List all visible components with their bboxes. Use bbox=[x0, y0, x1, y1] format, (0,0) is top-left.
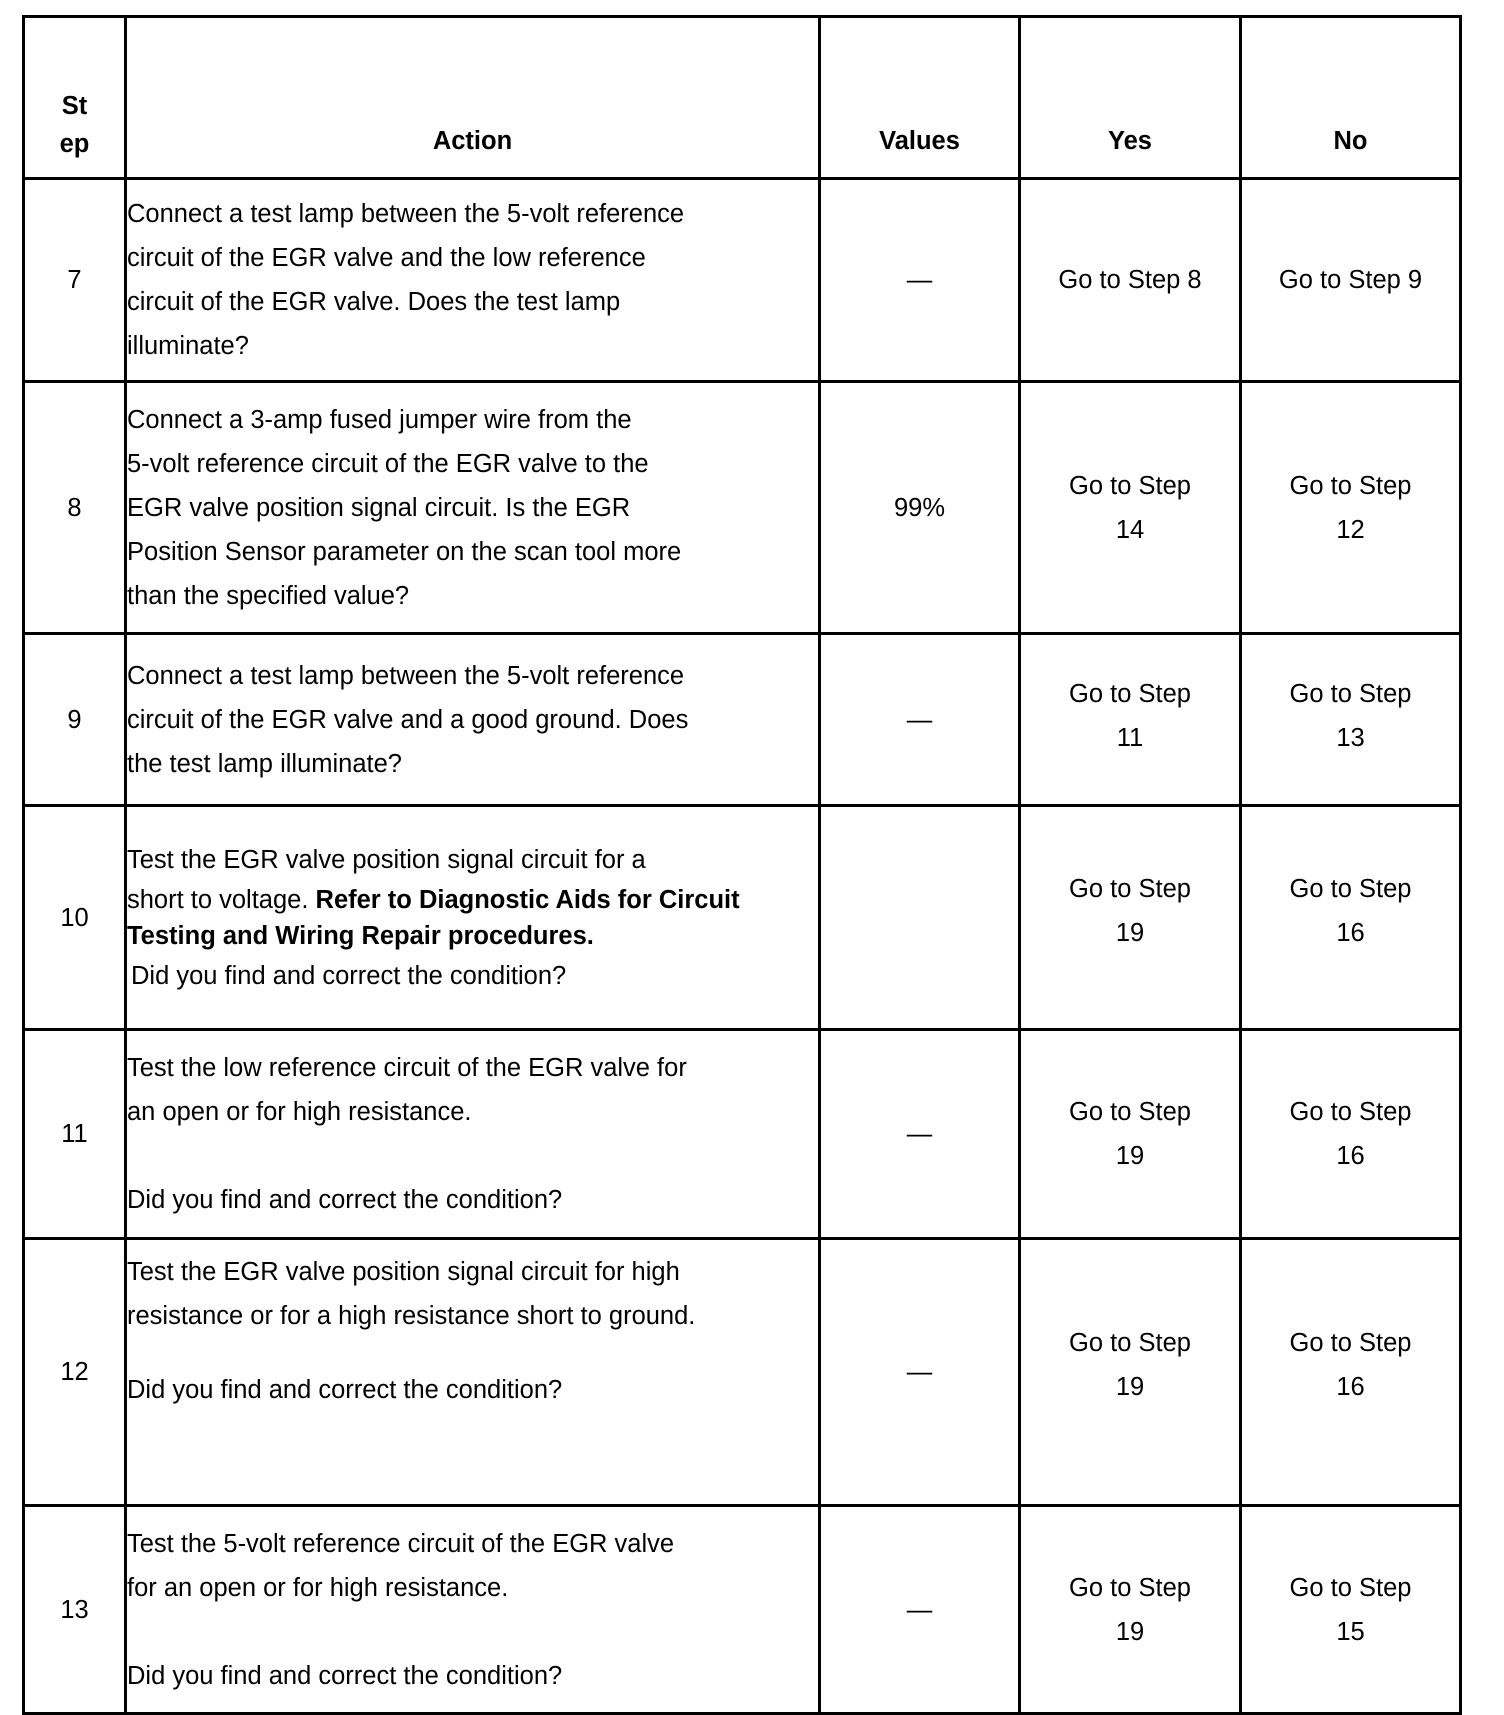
action-cell bbox=[126, 1506, 820, 1714]
step-number: 12 bbox=[24, 1239, 126, 1506]
value-cell bbox=[820, 806, 1020, 1030]
yes-cell bbox=[1020, 1030, 1241, 1239]
value-cell: — bbox=[820, 179, 1020, 382]
action-line: Did you find and correct the condition? bbox=[131, 961, 567, 990]
action-line: resistance or for a high resistance short to ground. bbox=[127, 1302, 696, 1330]
action-line: the test lamp illuminate? bbox=[127, 749, 402, 778]
action-line: for an open or for high resistance. bbox=[127, 1573, 509, 1602]
no-cell bbox=[1241, 1030, 1461, 1239]
yes-step: 14 bbox=[1115, 515, 1145, 544]
header-step-line2: ep bbox=[59, 130, 90, 158]
action-line bbox=[127, 882, 818, 918]
action-line: Connect a 3-amp fused jumper wire from the bbox=[127, 405, 632, 434]
table-row bbox=[24, 806, 1461, 1030]
no-step: 12 bbox=[1336, 515, 1365, 544]
header-step bbox=[24, 17, 126, 179]
no-label: Go to Step bbox=[1289, 1573, 1412, 1602]
spacer bbox=[127, 1610, 818, 1654]
step-number: 9 bbox=[24, 634, 126, 806]
yes-label: Go to Step bbox=[1069, 1098, 1191, 1126]
yes-step: 19 bbox=[1115, 1373, 1145, 1401]
value-cell: — bbox=[820, 1506, 1020, 1714]
yes-cell bbox=[1020, 1506, 1241, 1714]
step-number: 7 bbox=[24, 179, 126, 382]
action-line: Did you find and correct the condition? bbox=[127, 1661, 563, 1690]
action-line: circuit of the EGR valve and the low reference bbox=[127, 244, 646, 272]
action-cell bbox=[126, 1030, 820, 1239]
yes-label: Go to Step bbox=[1069, 471, 1191, 500]
no-label: Go to Step bbox=[1289, 1329, 1412, 1357]
table-row bbox=[24, 179, 1461, 382]
action-line: circuit of the EGR valve. Does the test lamp bbox=[127, 288, 621, 316]
action-line: Position Sensor parameter on the scan tool more bbox=[127, 537, 682, 566]
action-cell bbox=[126, 179, 820, 382]
value-cell: — bbox=[820, 1030, 1020, 1239]
action-cell bbox=[126, 806, 820, 1030]
table-row bbox=[24, 382, 1461, 634]
yes-label: Go to Step bbox=[1069, 679, 1191, 708]
yes-cell bbox=[1020, 634, 1241, 806]
step-number: 8 bbox=[24, 382, 126, 634]
action-line: Test the EGR valve position signal circuit for a bbox=[127, 845, 646, 874]
no-step: 16 bbox=[1336, 918, 1365, 947]
no-step: 16 bbox=[1336, 1373, 1365, 1401]
yes-cell bbox=[1020, 806, 1241, 1030]
action-line: illuminate? bbox=[127, 332, 249, 360]
action-line: Testing and Wiring Repair procedures. bbox=[127, 921, 594, 950]
diagnostic-table bbox=[22, 15, 1462, 1715]
spacer bbox=[127, 1134, 818, 1178]
no-step: 13 bbox=[1336, 723, 1365, 752]
action-line: EGR valve position signal circuit. Is the EGR bbox=[127, 493, 631, 522]
action-line: Did you find and correct the condition? bbox=[127, 1376, 563, 1404]
table-row bbox=[24, 634, 1461, 806]
action-line: Connect a test lamp between the 5-volt reference bbox=[127, 200, 685, 228]
yes-cell: Go to Step 8 bbox=[1020, 179, 1241, 382]
spacer bbox=[127, 1338, 818, 1368]
header-step-line1: St bbox=[61, 92, 88, 120]
yes-step: 11 bbox=[1116, 723, 1144, 752]
header-values: Values bbox=[820, 17, 1020, 179]
action-line: circuit of the EGR valve and a good ground. Does bbox=[127, 705, 689, 734]
value-cell: — bbox=[820, 1239, 1020, 1506]
no-cell bbox=[1241, 634, 1461, 806]
yes-label: Go to Step bbox=[1069, 1573, 1191, 1602]
action-line: Test the low reference circuit of the EGR valve for bbox=[127, 1054, 687, 1082]
action-cell bbox=[126, 1239, 820, 1506]
no-cell bbox=[1241, 1506, 1461, 1714]
action-line: Test the EGR valve position signal circuit for high bbox=[127, 1258, 680, 1286]
yes-label: Go to Step bbox=[1069, 874, 1191, 903]
no-cell: Go to Step 9 bbox=[1241, 179, 1461, 382]
table-row bbox=[24, 1239, 1461, 1506]
step-number: 13 bbox=[24, 1506, 126, 1714]
action-line: Did you find and correct the condition? bbox=[127, 1186, 563, 1214]
no-cell bbox=[1241, 806, 1461, 1030]
action-line: an open or for high resistance. bbox=[127, 1098, 472, 1126]
yes-step: 19 bbox=[1115, 1617, 1145, 1646]
action-cell bbox=[126, 382, 820, 634]
action-line: 5-volt reference circuit of the EGR valve to the bbox=[127, 449, 649, 478]
no-cell bbox=[1241, 1239, 1461, 1506]
diagnostic-aids-reference: Refer to Diagnostic Aids for Circuit bbox=[315, 885, 740, 914]
header-yes: Yes bbox=[1020, 17, 1241, 179]
header-action: Action bbox=[126, 17, 820, 179]
step-number: 10 bbox=[24, 806, 126, 1030]
no-cell bbox=[1241, 382, 1461, 634]
no-label: Go to Step bbox=[1289, 1098, 1412, 1126]
no-label: Go to Step bbox=[1289, 679, 1412, 708]
no-step: 16 bbox=[1336, 1142, 1365, 1170]
no-label: Go to Step bbox=[1289, 874, 1412, 903]
action-text: short to voltage. bbox=[127, 885, 316, 914]
value-cell: 99% bbox=[820, 382, 1020, 634]
no-label: Go to Step bbox=[1289, 471, 1412, 500]
header-no: No bbox=[1241, 17, 1461, 179]
value-cell: — bbox=[820, 634, 1020, 806]
action-line: Connect a test lamp between the 5-volt reference bbox=[127, 661, 685, 690]
yes-cell bbox=[1020, 382, 1241, 634]
table-row bbox=[24, 1506, 1461, 1714]
yes-step: 19 bbox=[1115, 918, 1145, 947]
yes-cell bbox=[1020, 1239, 1241, 1506]
yes-label: Go to Step bbox=[1069, 1329, 1191, 1357]
step-number: 11 bbox=[24, 1030, 126, 1239]
table-row bbox=[24, 1030, 1461, 1239]
action-cell bbox=[126, 634, 820, 806]
action-line: Test the 5-volt reference circuit of the EGR valve bbox=[127, 1529, 675, 1558]
action-line: than the specified value? bbox=[127, 581, 410, 610]
yes-step: 19 bbox=[1115, 1142, 1145, 1170]
header-row bbox=[24, 17, 1461, 179]
no-step: 15 bbox=[1336, 1617, 1365, 1646]
